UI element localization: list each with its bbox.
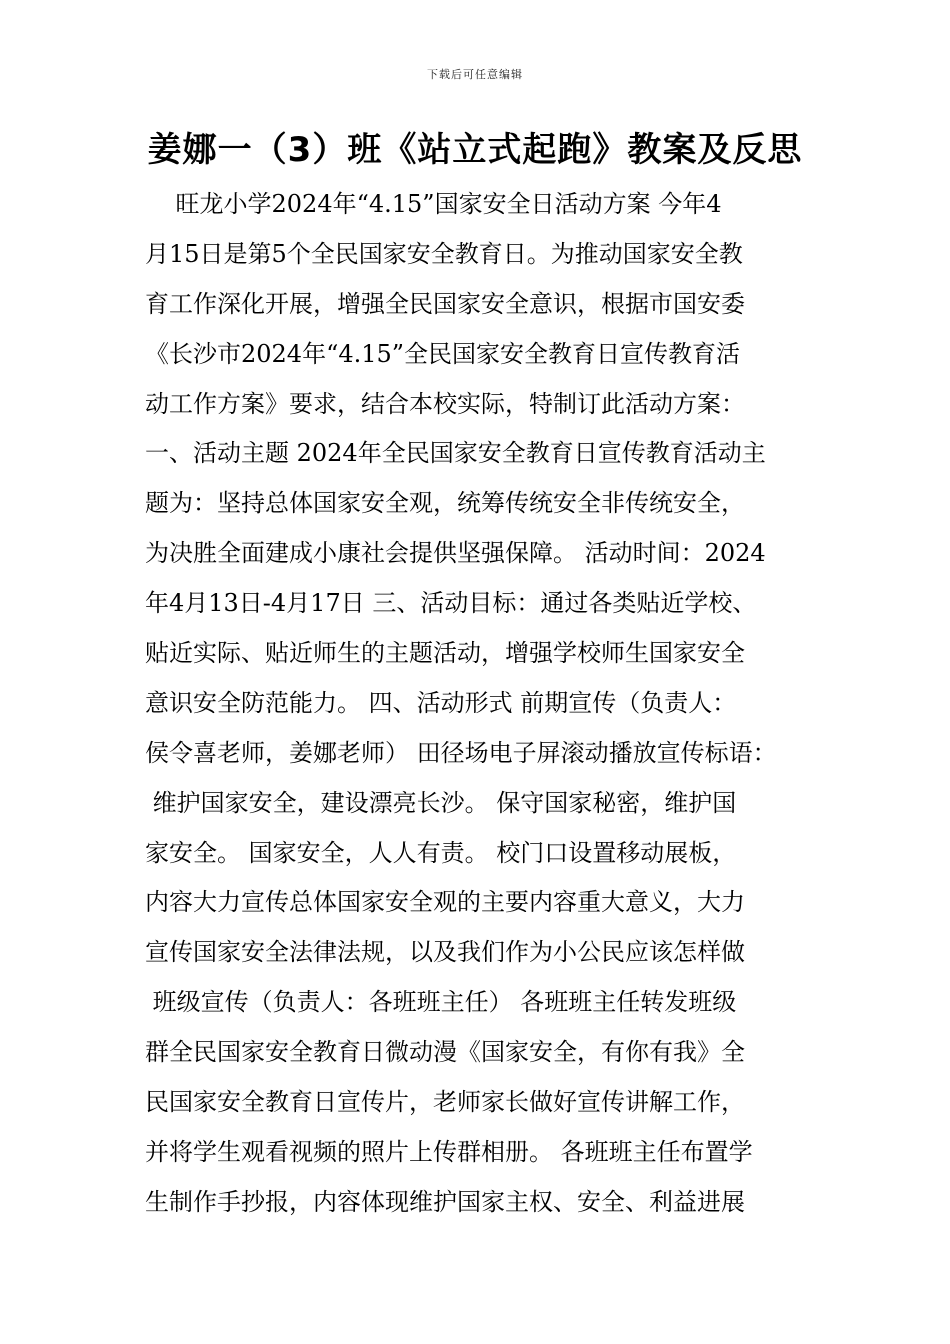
body-line: 侯令喜老师，姜娜老师） 田径场电子屏滚动播放宣传标语： <box>145 738 777 767</box>
body-line: 维护国家安全，建设漂亮长沙。 保守国家秘密，维护国 <box>145 788 737 817</box>
header-note: 下载后可任意编辑 <box>427 68 523 81</box>
body-line: 一、活动主题 2024年全民国家安全教育日宣传教育活动主 <box>145 439 766 468</box>
body-line: 内容大力宣传总体国家安全观的主要内容重大意义，大力 <box>145 888 745 917</box>
body-line: 民国家安全教育日宣传片，老师家长做好宣传讲解工作， <box>145 1088 745 1117</box>
body-line: 生制作手抄报，内容体现维护国家主权、安全、利益进展 <box>145 1187 745 1216</box>
body-line: 家安全。 国家安全，人人有责。 校门口设置移动展板， <box>145 838 737 867</box>
body-line: 意识安全防范能力。 四、活动形式 前期宣传（负责人： <box>145 688 737 717</box>
document-title: 姜娜一（3）班《站立式起跑》教案及反思 <box>147 130 803 170</box>
body-text <box>145 180 845 1228</box>
body-line: 年4月13日-4月17日 三、活动目标：通过各类贴近学校、 <box>145 589 757 618</box>
body-line: 贴近实际、贴近师生的主题活动，增强学校师生国家安全 <box>145 639 745 668</box>
body-line: 并将学生观看视频的照片上传群相册。 各班班主任布置学 <box>145 1137 753 1166</box>
body-line: 为决胜全面建成小康社会提供坚强保障。 活动时间：2024 <box>145 539 766 568</box>
body-line: 群全民国家安全教育日微动漫《国家安全，有你有我》全 <box>145 1038 745 1067</box>
body-line: 题为：坚持总体国家安全观，统筹传统安全非传统安全， <box>145 489 745 518</box>
body-line: 《长沙市2024年“4.15”全民国家安全教育日宣传教育活 <box>145 339 741 368</box>
body-line: 育工作深化开展，增强全民国家安全意识，根据市国安委 <box>145 289 745 318</box>
body-line: 旺龙小学2024年“4.15”国家安全日活动方案 今年4 <box>145 190 722 218</box>
body-line: 宣传国家安全法律法规，以及我们作为小公民应该怎样做 <box>145 938 745 967</box>
body-line: 动工作方案》要求，结合本校实际，特制订此活动方案： <box>145 389 745 418</box>
body-line: 班级宣传（负责人：各班班主任） 各班班主任转发班级 <box>145 988 737 1017</box>
body-line: 月15日是第5个全民国家安全教育日。为推动国家安全教 <box>145 239 743 268</box>
